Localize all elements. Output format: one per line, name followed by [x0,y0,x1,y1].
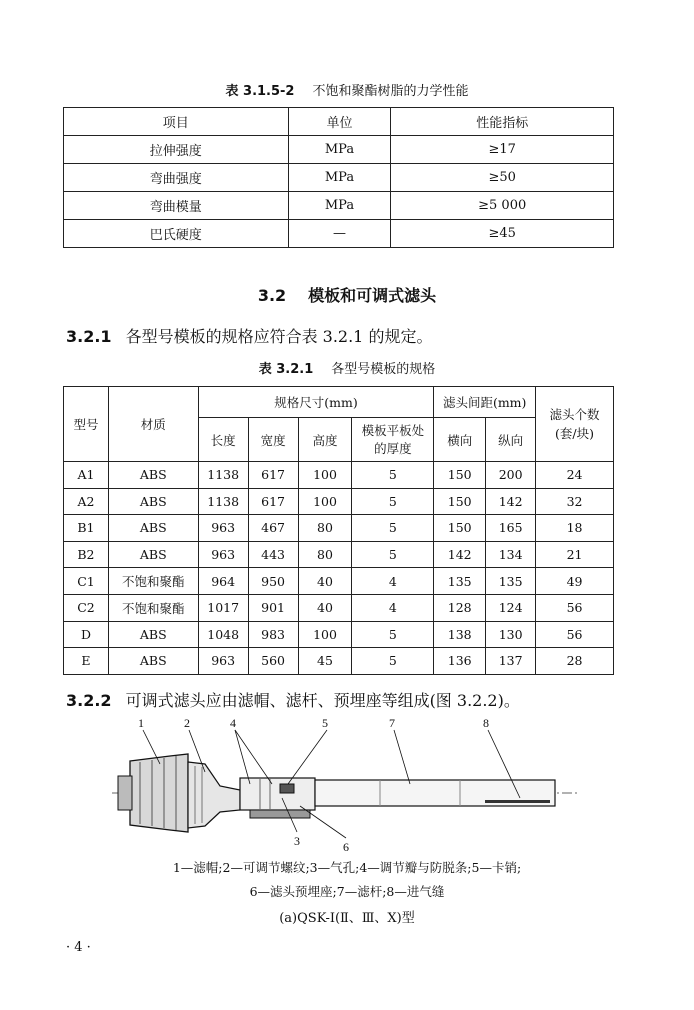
clause-text: 可调式滤头应由滤帽、滤杆、预埋座等组成(图 3.2.2)。 [125,691,520,710]
table2-cell: ABS [108,462,198,489]
table2-cell: 4 [352,568,434,595]
table2-cell: 80 [298,515,352,542]
table2-cell: 18 [536,515,614,542]
page-number: · 4 · [66,940,91,955]
clause-number: 3.2.1 [66,327,112,346]
header-material: 材质 [108,387,198,462]
table2-cell: 100 [298,488,352,515]
table1-cell: ≥50 [391,164,614,192]
table1-cell: ≥5 000 [391,192,614,220]
table2-cell: 467 [248,515,298,542]
table1-header-index: 性能指标 [391,108,614,136]
table2-cell: 617 [248,488,298,515]
table-row [64,192,614,220]
table1-caption [0,80,694,99]
table2-cell: B2 [64,541,109,568]
table-row [64,648,614,675]
table2-cell: 142 [486,488,536,515]
table-row [64,568,614,595]
table2-cell: 5 [352,541,434,568]
table2-cell: 983 [248,621,298,648]
table2-cell: 950 [248,568,298,595]
table2-cell: A1 [64,462,109,489]
table2-cell: 124 [486,594,536,621]
table2-cell: 4 [352,594,434,621]
header-transverse: 横向 [434,418,486,462]
table2-cell: 130 [486,621,536,648]
table1-cell: 弯曲模量 [64,192,289,220]
table2-cell: E [64,648,109,675]
table2-cell: C1 [64,568,109,595]
section-number: 3.2 [257,286,287,305]
table2-cell: 80 [298,541,352,568]
table2-cell: 135 [434,568,486,595]
header-size-group: 规格尺寸(mm) [198,387,434,418]
table2-cell: 45 [298,648,352,675]
table-row [64,594,614,621]
table2-cell: ABS [108,515,198,542]
table2-cell: 200 [486,462,536,489]
air-slot [485,800,550,803]
table1-cell: ≥17 [391,136,614,164]
header-model: 型号 [64,387,109,462]
filter-head-drawing [110,714,580,854]
table2-title: 各型号模板的规格 [331,362,436,377]
table2-cell: 963 [198,648,248,675]
table2-cell: 1138 [198,488,248,515]
table1-title: 不饱和聚酯树脂的力学性能 [312,84,469,99]
callout-5: 5 [322,716,328,730]
table2-cell: 5 [352,648,434,675]
table1-cell: MPa [288,136,391,164]
header-count: 滤头个数(套/块) [536,387,614,462]
section-heading [0,283,694,306]
table2-cell: 5 [352,462,434,489]
clause-3-2-1 [66,324,432,347]
table1-cell: 拉伸强度 [64,136,289,164]
table2-cell: 21 [536,541,614,568]
table2-body [64,462,614,675]
header-width: 宽度 [248,418,298,462]
table2-cell: 136 [434,648,486,675]
table2-cell: ABS [108,541,198,568]
table2-cell: 150 [434,488,486,515]
table2-cell: 1048 [198,621,248,648]
clause-text: 各型号模板的规格应符合表 3.2.1 的规定。 [125,327,433,346]
callout-2: 2 [184,716,190,730]
table1-number: 表 3.1.5-2 [225,84,295,99]
table1-cell: MPa [288,192,391,220]
callout-4: 4 [230,716,236,730]
header-spacing-group: 滤头间距(mm) [434,387,536,418]
callout-6: 6 [343,840,349,854]
callout-8: 8 [483,716,489,730]
table1-cell: ≥45 [391,220,614,248]
table2-cell: A2 [64,488,109,515]
clause-3-2-2 [66,688,520,711]
table-row [64,136,614,164]
table2-cell: 49 [536,568,614,595]
table-row [64,541,614,568]
table2-cell: 32 [536,488,614,515]
table2-cell: 5 [352,515,434,542]
table2-cell: 56 [536,594,614,621]
table-row [64,488,614,515]
table2-cell: D [64,621,109,648]
table1 [63,107,614,248]
table2-cell: 150 [434,462,486,489]
table2-cell: 137 [486,648,536,675]
table2-cell: 100 [298,462,352,489]
table2-cell: 24 [536,462,614,489]
table2-cell: C2 [64,594,109,621]
table2-cell: B1 [64,515,109,542]
table2-caption [0,358,694,377]
table2-cell: 963 [198,541,248,568]
table2-cell: 56 [536,621,614,648]
header-height: 高度 [298,418,352,462]
section-title: 模板和可调式滤头 [308,286,437,305]
figure-subcaption: (a)QSK-Ⅰ(Ⅱ、Ⅲ、Ⅹ)型 [279,911,415,926]
table1-header-unit: 单位 [288,108,391,136]
table1-cell: — [288,220,391,248]
table2-cell: 1138 [198,462,248,489]
header-thickness: 模板平板处的厚度 [352,418,434,462]
table1-cell: 弯曲强度 [64,164,289,192]
figure-legend-line2: 6—滤头预埋座;7—滤杆;8—进气缝 [249,884,445,899]
filter-rod [315,780,555,806]
table2-cell: 40 [298,594,352,621]
table2-cell: 165 [486,515,536,542]
callout-7: 7 [389,716,395,730]
table2 [63,386,614,675]
table1-header-item: 项目 [64,108,289,136]
table-row [64,462,614,489]
table2-cell: 5 [352,488,434,515]
table2-cell: 135 [486,568,536,595]
table2-cell: ABS [108,621,198,648]
clause-number: 3.2.2 [66,691,112,710]
figure-legend-line1: 1—滤帽;2—可调节螺纹;3—气孔;4—调节瓣与防脱条;5—卡销; [172,860,522,875]
table-row [64,220,614,248]
table2-cell: 128 [434,594,486,621]
table2-number: 表 3.2.1 [258,362,314,377]
table2-cell: ABS [108,488,198,515]
callout-3: 3 [294,834,300,848]
table2-cell: 1017 [198,594,248,621]
table-row [64,164,614,192]
table1-cell: MPa [288,164,391,192]
table2-cell: 5 [352,621,434,648]
table2-cell: 617 [248,462,298,489]
adjustable-thread [188,762,240,828]
table2-cell: 901 [248,594,298,621]
table2-cell: 964 [198,568,248,595]
header-length: 长度 [198,418,248,462]
table2-cell: 560 [248,648,298,675]
header-longitudinal: 纵向 [486,418,536,462]
table2-cell: 142 [434,541,486,568]
table2-cell: 443 [248,541,298,568]
table2-cell: 40 [298,568,352,595]
table2-cell: 28 [536,648,614,675]
embedded-seat [240,778,315,818]
table2-cell: 138 [434,621,486,648]
table2-cell: 963 [198,515,248,542]
table2-cell: 134 [486,541,536,568]
filter-cap [118,754,188,832]
table2-cell: 不饱和聚酯 [108,568,198,595]
table-row [64,621,614,648]
callout-1: 1 [138,716,144,730]
table-row [64,515,614,542]
table2-cell: 100 [298,621,352,648]
table1-cell: 巴氏硬度 [64,220,289,248]
table2-cell: 150 [434,515,486,542]
table2-cell: 不饱和聚酯 [108,594,198,621]
table2-cell: ABS [108,648,198,675]
